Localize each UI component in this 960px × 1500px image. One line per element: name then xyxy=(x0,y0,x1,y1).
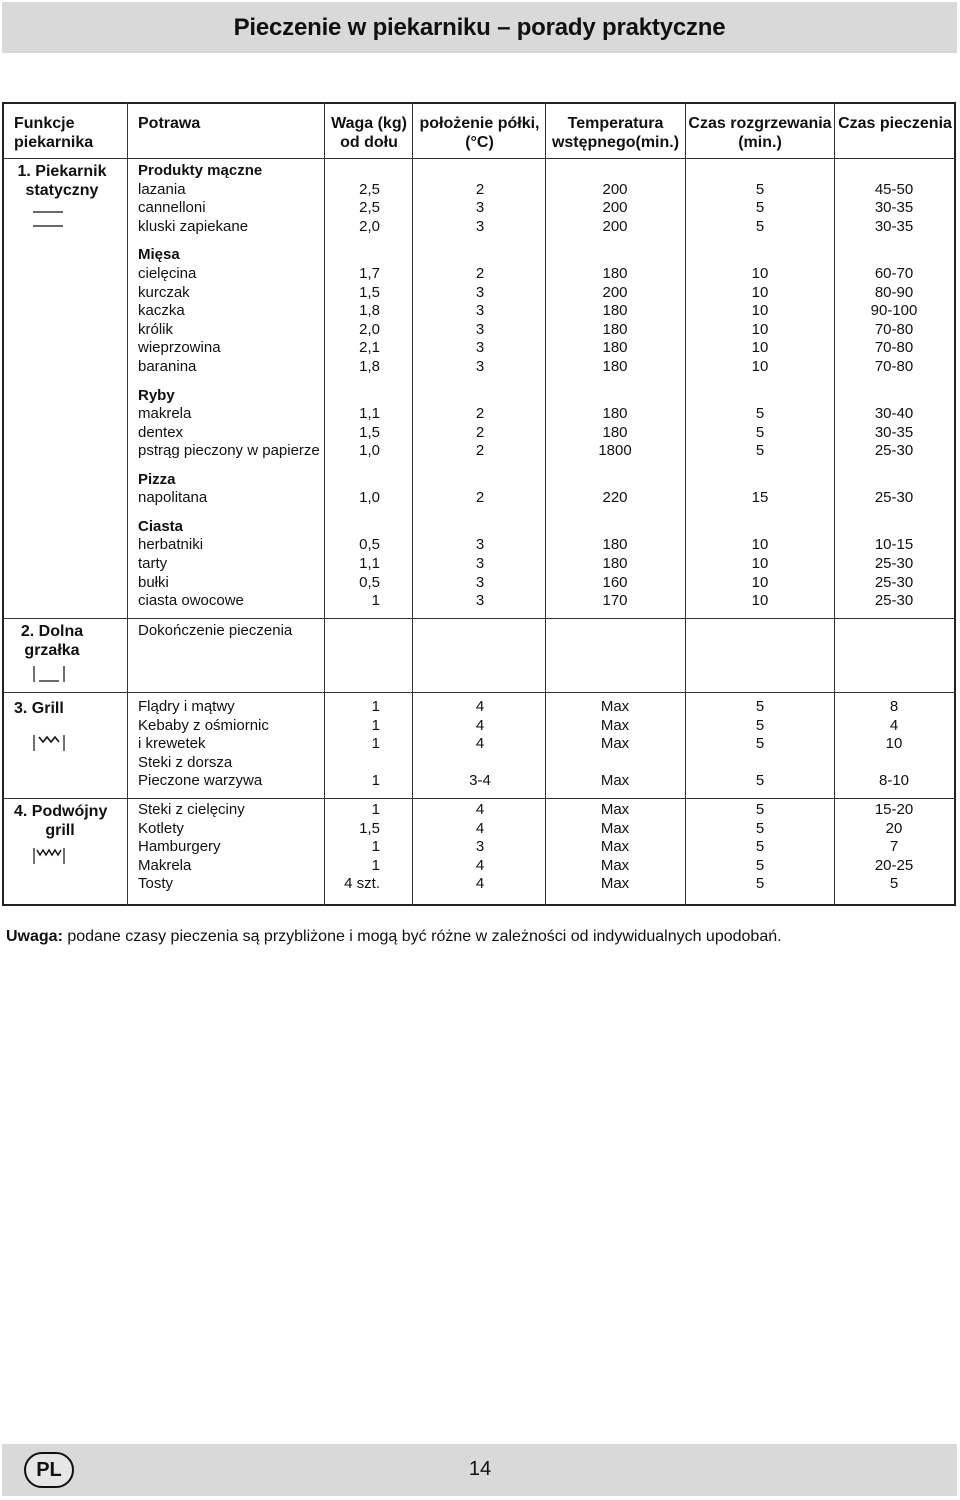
cell-dish: kurczak xyxy=(138,284,190,301)
cell-weight: 1 xyxy=(371,838,380,855)
cell-shelf: 2 xyxy=(475,424,485,441)
cell-dish: wieprzowina xyxy=(138,339,221,356)
section-divider xyxy=(2,798,956,799)
cell-weight: 1,5 xyxy=(359,284,380,301)
cell-preheat: 5 xyxy=(755,442,765,459)
cell-bake: 20-25 xyxy=(874,857,914,874)
header-preheat: Czas rozgrzewania (min.) xyxy=(688,115,832,151)
cell-shelf: 4 xyxy=(475,857,485,874)
cell-bake: 5 xyxy=(889,875,899,892)
cell-dish: Kotlety xyxy=(138,820,184,837)
group-fish: Ryby xyxy=(138,387,175,404)
cell-weight: 1,5 xyxy=(359,424,380,441)
cell-preheat: 15 xyxy=(751,489,769,506)
cell-weight: 2,5 xyxy=(359,199,380,216)
cell-temp: Max xyxy=(600,820,630,837)
cell-preheat: 5 xyxy=(755,820,765,837)
cell-bake: 15-20 xyxy=(874,801,914,818)
cell-shelf: 3 xyxy=(475,199,485,216)
cell-preheat: 5 xyxy=(755,199,765,216)
cell-bake: 8-10 xyxy=(878,772,910,789)
header-dish: Potrawa xyxy=(138,115,201,132)
group-finish-baking: Dokończenie pieczenia xyxy=(138,622,293,639)
cell-dish: bułki xyxy=(138,574,169,591)
cell-shelf: 3 xyxy=(475,574,485,591)
cell-shelf: 4 xyxy=(475,875,485,892)
function-double-grill: 4. Podwójny grill xyxy=(14,803,108,839)
cell-shelf: 3 xyxy=(475,838,485,855)
cell-bake: 8 xyxy=(889,698,899,715)
cell-temp: 180 xyxy=(602,302,628,319)
group-flour-products: Produkty mączne xyxy=(138,162,263,179)
cell-preheat: 10 xyxy=(751,592,769,609)
cell-preheat: 5 xyxy=(755,218,765,235)
cell-weight: 1,5 xyxy=(359,820,380,837)
cell-dish: ciasta owocowe xyxy=(138,592,244,609)
cell-weight: 2,5 xyxy=(359,181,380,198)
cell-temp: Max xyxy=(600,735,630,752)
cell-dish: lazania xyxy=(138,181,186,198)
cell-temp: 180 xyxy=(602,265,628,282)
cell-bake: 25-30 xyxy=(874,489,914,506)
cell-weight: 2,1 xyxy=(359,339,380,356)
cell-dish: baranina xyxy=(138,358,197,375)
section-divider xyxy=(2,618,956,619)
cell-preheat: 5 xyxy=(755,181,765,198)
cell-bake: 30-40 xyxy=(874,405,914,422)
cell-preheat: 10 xyxy=(751,265,769,282)
cell-weight: 1,0 xyxy=(359,442,380,459)
cell-temp: Max xyxy=(600,857,630,874)
cell-dish: i krewetek xyxy=(138,735,206,752)
cell-dish: Tosty xyxy=(138,875,174,892)
cell-dish: królik xyxy=(138,321,174,338)
header-bake-time: Czas pieczenia xyxy=(838,115,952,132)
static-oven-icon xyxy=(32,205,64,229)
cell-bake: 25-30 xyxy=(874,574,914,591)
note-text: podane czasy pieczenia są przybliżone i mogą być różne w zależności od indywidualnych upodobań. xyxy=(67,928,782,945)
cell-bake: 4 xyxy=(889,717,899,734)
cell-dish: kluski zapiekane xyxy=(138,218,249,235)
cell-shelf: 2 xyxy=(475,442,485,459)
language-badge: PL xyxy=(24,1452,74,1488)
cell-temp: 180 xyxy=(602,358,628,375)
page-number: 14 xyxy=(468,1458,492,1480)
header-functions: Funkcje piekarnika xyxy=(14,115,94,151)
column-divider xyxy=(324,102,325,906)
cell-shelf: 3 xyxy=(475,555,485,572)
cell-shelf: 3 xyxy=(475,284,485,301)
cell-bake: 45-50 xyxy=(874,181,914,198)
cell-dish: cannelloni xyxy=(138,199,206,216)
cell-bake: 10-15 xyxy=(874,536,914,553)
cell-preheat: 5 xyxy=(755,717,765,734)
cell-bake: 10 xyxy=(885,735,903,752)
cell-weight: 1 xyxy=(371,592,380,609)
cell-temp: Max xyxy=(600,801,630,818)
cell-shelf: 3 xyxy=(475,592,485,609)
double-grill-icon xyxy=(33,846,65,866)
cell-weight: 1 xyxy=(371,717,380,734)
cell-dish: herbatniki xyxy=(138,536,204,553)
cell-weight: 1,8 xyxy=(359,302,380,319)
cell-shelf: 3-4 xyxy=(469,772,491,789)
cell-weight: 1 xyxy=(371,801,380,818)
cell-shelf: 3 xyxy=(475,339,485,356)
cell-preheat: 5 xyxy=(755,801,765,818)
group-pizza: Pizza xyxy=(138,471,176,488)
cell-dish: Flądry i mątwy xyxy=(138,698,235,715)
cell-weight: 2,0 xyxy=(359,218,380,235)
function-static-oven: 1. Piekarnik statyczny xyxy=(17,163,107,199)
header-weight: Waga (kg) od dołu xyxy=(331,115,407,151)
cell-bake: 70-80 xyxy=(874,358,914,375)
cell-weight: 0,5 xyxy=(359,536,380,553)
cell-bake: 20 xyxy=(885,820,903,837)
cell-preheat: 10 xyxy=(751,339,769,356)
cell-temp: 220 xyxy=(602,489,628,506)
cell-preheat: 5 xyxy=(755,698,765,715)
cell-preheat: 10 xyxy=(751,321,769,338)
cell-dish: Kebaby z ośmiornic xyxy=(138,717,269,734)
cell-temp: 180 xyxy=(602,536,628,553)
cell-temp: 180 xyxy=(602,424,628,441)
title-band xyxy=(2,2,957,53)
cell-shelf: 3 xyxy=(475,358,485,375)
cell-shelf: 3 xyxy=(475,321,485,338)
cell-temp: 200 xyxy=(602,218,628,235)
cell-preheat: 5 xyxy=(755,405,765,422)
cell-preheat: 10 xyxy=(751,284,769,301)
cell-bake: 90-100 xyxy=(870,302,918,319)
cell-preheat: 5 xyxy=(755,735,765,752)
cell-weight: 1 xyxy=(371,735,380,752)
column-divider xyxy=(545,102,546,906)
cell-bake: 25-30 xyxy=(874,442,914,459)
cell-weight: 1 xyxy=(371,857,380,874)
cell-shelf: 3 xyxy=(475,302,485,319)
cell-temp: 170 xyxy=(602,592,628,609)
column-divider xyxy=(127,102,128,906)
function-bottom-heater: 2. Dolna grzałka xyxy=(20,623,84,659)
cell-temp: 180 xyxy=(602,321,628,338)
page-title: Pieczenie w piekarniku – porady praktyczne xyxy=(233,13,726,41)
cell-weight: 1 xyxy=(371,772,380,789)
grill-icon xyxy=(33,733,65,753)
cell-bake: 25-30 xyxy=(874,592,914,609)
cell-dish: napolitana xyxy=(138,489,208,506)
cell-temp: Max xyxy=(600,875,630,892)
cell-dish: makrela xyxy=(138,405,192,422)
cell-dish: Steki z cielęciny xyxy=(138,801,245,818)
cell-dish: tarty xyxy=(138,555,168,572)
cell-dish: pstrąg pieczony w papierze xyxy=(138,442,320,459)
cell-dish: Pieczone warzywa xyxy=(138,772,263,789)
cell-preheat: 5 xyxy=(755,857,765,874)
cell-bake: 7 xyxy=(889,838,899,855)
cell-temp: 200 xyxy=(602,181,628,198)
cell-temp: Max xyxy=(600,698,630,715)
cell-dish: Steki z dorsza xyxy=(138,754,233,771)
cell-weight: 1,7 xyxy=(359,265,380,282)
cell-weight: 1,1 xyxy=(359,405,380,422)
cell-bake: 60-70 xyxy=(874,265,914,282)
cell-temp: 160 xyxy=(602,574,628,591)
cell-shelf: 4 xyxy=(475,801,485,818)
cell-weight: 1 xyxy=(371,698,380,715)
cell-bake: 70-80 xyxy=(874,339,914,356)
group-meat: Mięsa xyxy=(138,246,180,263)
cell-preheat: 10 xyxy=(751,574,769,591)
cell-preheat: 10 xyxy=(751,555,769,572)
cell-temp: 180 xyxy=(602,555,628,572)
header-divider xyxy=(2,158,956,159)
cell-bake: 80-90 xyxy=(874,284,914,301)
cell-temp: Max xyxy=(600,838,630,855)
cell-preheat: 5 xyxy=(755,875,765,892)
cell-shelf: 4 xyxy=(475,717,485,734)
cell-shelf: 3 xyxy=(475,536,485,553)
cell-weight: 2,0 xyxy=(359,321,380,338)
cell-temp: 200 xyxy=(602,284,628,301)
cell-shelf: 2 xyxy=(475,265,485,282)
cell-shelf: 4 xyxy=(475,820,485,837)
cell-temp: 1800 xyxy=(598,442,632,459)
cell-temp: Max xyxy=(600,772,630,789)
cell-weight: 1,8 xyxy=(359,358,380,375)
header-shelf: położenie półki, (°C) xyxy=(419,115,540,151)
cell-dish: Makrela xyxy=(138,857,192,874)
cell-weight: 0,5 xyxy=(359,574,380,591)
cell-preheat: 10 xyxy=(751,302,769,319)
column-divider xyxy=(412,102,413,906)
cell-bake: 70-80 xyxy=(874,321,914,338)
cell-dish: cielęcina xyxy=(138,265,197,282)
cell-shelf: 2 xyxy=(475,181,485,198)
note xyxy=(6,928,782,946)
cell-dish: dentex xyxy=(138,424,184,441)
cell-shelf: 2 xyxy=(475,489,485,506)
cell-temp: 200 xyxy=(602,199,628,216)
cell-preheat: 5 xyxy=(755,838,765,855)
cell-shelf: 3 xyxy=(475,218,485,235)
header-temperature: Temperatura wstępnego(min.) xyxy=(551,115,680,151)
cell-dish: Hamburgery xyxy=(138,838,221,855)
cell-preheat: 5 xyxy=(755,772,765,789)
cell-preheat: 5 xyxy=(755,424,765,441)
cell-temp: 180 xyxy=(602,405,628,422)
cell-weight: 4 szt. xyxy=(344,875,380,892)
cell-bake: 30-35 xyxy=(874,218,914,235)
bottom-heater-icon xyxy=(33,664,65,684)
cell-shelf: 4 xyxy=(475,735,485,752)
column-divider xyxy=(685,102,686,906)
group-cakes: Ciasta xyxy=(138,518,184,535)
cell-weight: 1,1 xyxy=(359,555,380,572)
section-divider xyxy=(2,692,956,693)
cell-bake: 30-35 xyxy=(874,424,914,441)
cell-bake: 25-30 xyxy=(874,555,914,572)
cell-temp: 180 xyxy=(602,339,628,356)
cell-temp: Max xyxy=(600,717,630,734)
cell-preheat: 10 xyxy=(751,536,769,553)
note-label: Uwaga: xyxy=(6,928,63,945)
cell-bake: 30-35 xyxy=(874,199,914,216)
function-grill: 3. Grill xyxy=(14,700,64,717)
cell-preheat: 10 xyxy=(751,358,769,375)
cell-dish: kaczka xyxy=(138,302,185,319)
cell-shelf: 4 xyxy=(475,698,485,715)
cell-weight: 1,0 xyxy=(359,489,380,506)
cell-shelf: 2 xyxy=(475,405,485,422)
